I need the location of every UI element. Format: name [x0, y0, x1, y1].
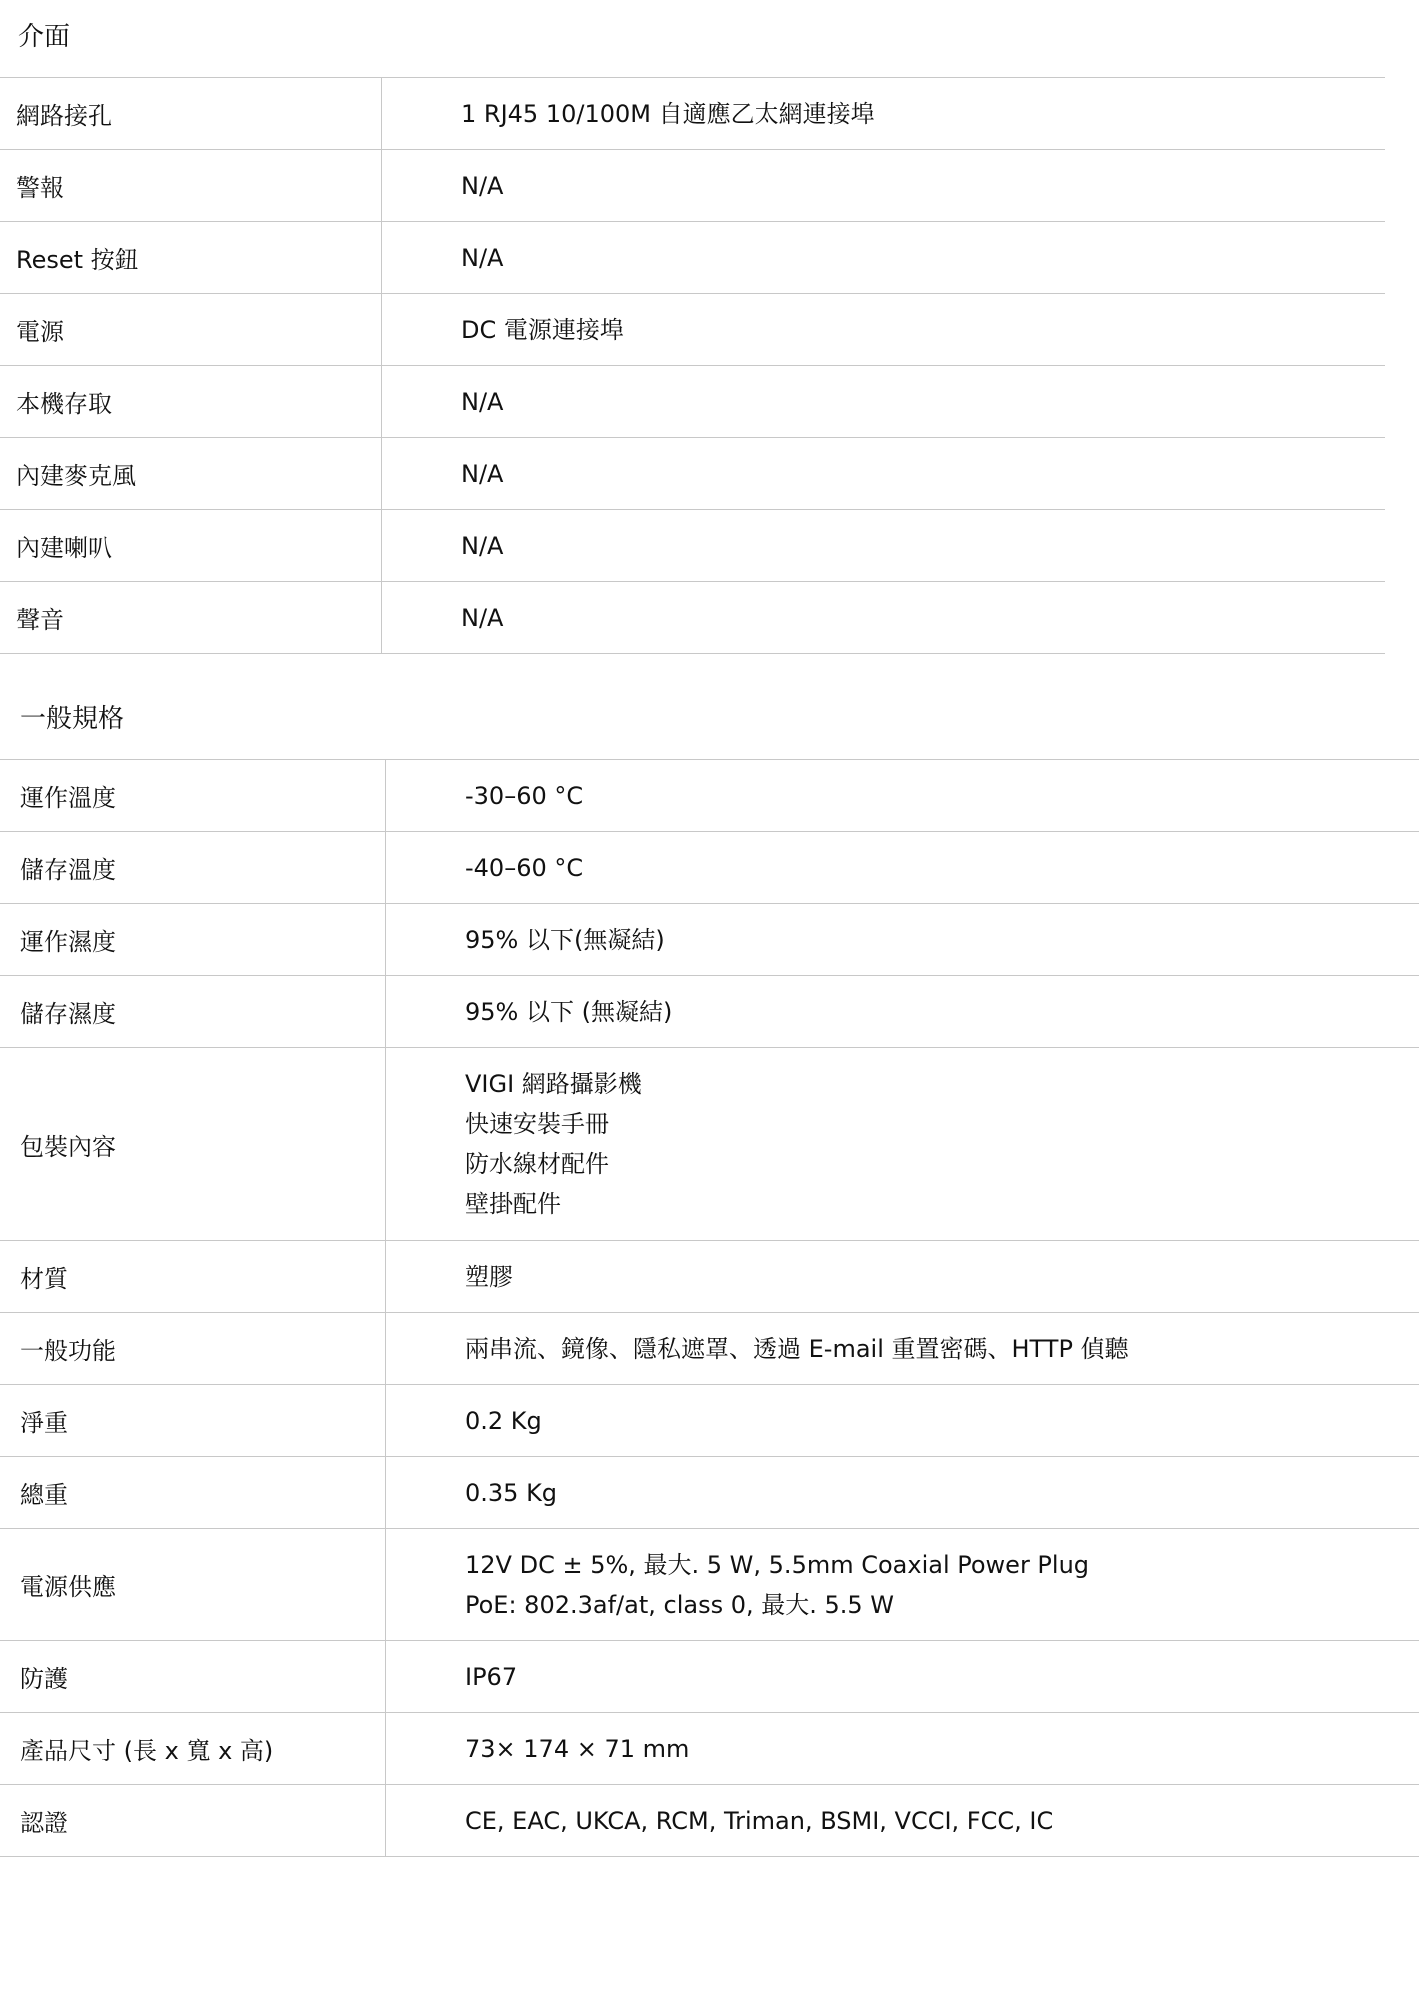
spec-value-line: -40–60 °C [465, 853, 584, 882]
spec-row [0, 1385, 1419, 1457]
spec-value-line: 快速安裝手冊 [465, 1110, 609, 1138]
spec-value [382, 294, 1386, 366]
spec-value [386, 1641, 1419, 1713]
spec-row [0, 78, 1385, 150]
spec-label: 認證 [0, 1785, 386, 1857]
spec-value [386, 904, 1419, 976]
spec-value [382, 438, 1386, 510]
spec-row [0, 366, 1385, 438]
spec-value [386, 760, 1419, 832]
spec-value [386, 1241, 1419, 1313]
spec-value [382, 78, 1386, 150]
spec-value-line: IP67 [465, 1662, 518, 1691]
spec-label: 總重 [0, 1457, 386, 1529]
spec-value-line: N/A [461, 459, 504, 488]
spec-label: 運作濕度 [0, 904, 386, 976]
spec-row [0, 1457, 1419, 1529]
spec-value-line: 95% 以下(無凝結) [465, 925, 665, 954]
spec-label: 淨重 [0, 1385, 386, 1457]
interface-section-title: 介面 [18, 22, 71, 52]
spec-label: 電源 [0, 294, 382, 366]
spec-value [386, 1713, 1419, 1785]
spec-row [0, 1048, 1419, 1241]
spec-value-line: 12V DC ± 5%, 最大. 5 W, 5.5mm Coaxial Power Plug [465, 1550, 1090, 1579]
spec-value-line: DC 電源連接埠 [461, 315, 624, 344]
spec-value [386, 1048, 1419, 1241]
spec-value [386, 1529, 1419, 1641]
spec-row [0, 832, 1419, 904]
spec-label: 儲存濕度 [0, 976, 386, 1048]
spec-row [0, 1313, 1419, 1385]
spec-row [0, 904, 1419, 976]
spec-value-line: 壁掛配件 [465, 1190, 561, 1218]
spec-label: 本機存取 [0, 366, 382, 438]
spec-label: 電源供應 [0, 1529, 386, 1641]
spec-label: 運作溫度 [0, 760, 386, 832]
spec-row [0, 1785, 1419, 1857]
spec-row [0, 1529, 1419, 1641]
spec-label: 材質 [0, 1241, 386, 1313]
spec-value-line: 0.2 Kg [465, 1406, 542, 1435]
spec-value-line: N/A [461, 387, 504, 416]
spec-value-line: 防水線材配件 [465, 1150, 609, 1178]
spec-label: 警報 [0, 150, 382, 222]
spec-value-line: CE, EAC, UKCA, RCM, Triman, BSMI, VCCI, FCC, IC [465, 1806, 1054, 1835]
spec-value [386, 1313, 1419, 1385]
spec-value-line: N/A [461, 603, 504, 632]
spec-value-line: 塑膠 [465, 1262, 513, 1291]
spec-value-line: 0.35 Kg [465, 1478, 558, 1507]
spec-value [386, 1385, 1419, 1457]
spec-value-line: 95% 以下 (無凝結) [465, 997, 673, 1026]
spec-value-line: -30–60 °C [465, 781, 584, 810]
spec-value-line: VIGI 網路攝影機 [465, 1070, 642, 1098]
spec-label: 聲音 [0, 582, 382, 654]
spec-row [0, 294, 1385, 366]
spec-label: 內建麥克風 [0, 438, 382, 510]
spec-row [0, 438, 1385, 510]
spec-label: 網路接孔 [0, 78, 382, 150]
spec-label: 防護 [0, 1641, 386, 1713]
spec-label: 包裝內容 [0, 1048, 386, 1241]
spec-value-line: N/A [461, 171, 504, 200]
spec-value [382, 366, 1386, 438]
spec-label: 儲存溫度 [0, 832, 386, 904]
spec-value-line: 73× 174 × 71 mm [465, 1734, 690, 1763]
spec-value-line: N/A [461, 243, 504, 272]
spec-row [0, 510, 1385, 582]
spec-value [382, 510, 1386, 582]
spec-label: Reset 按鈕 [0, 222, 382, 294]
general-section-title: 一般規格 [20, 704, 125, 734]
spec-row [0, 1241, 1419, 1313]
spec-value-line: 兩串流、鏡像、隱私遮罩、透過 E-mail 重置密碼、HTTP 偵聽 [465, 1334, 1129, 1363]
spec-row [0, 976, 1419, 1048]
spec-value [386, 1785, 1419, 1857]
general-spec-table [0, 759, 1419, 1857]
spec-value [386, 976, 1419, 1048]
spec-label: 內建喇叭 [0, 510, 382, 582]
spec-row [0, 150, 1385, 222]
spec-label: 一般功能 [0, 1313, 386, 1385]
spec-value [386, 832, 1419, 904]
spec-value-line: PoE: 802.3af/at, class 0, 最大. 5.5 W [465, 1590, 895, 1619]
spec-value [386, 1457, 1419, 1529]
spec-row [0, 1713, 1419, 1785]
interface-spec-table [0, 77, 1385, 654]
spec-value [382, 222, 1386, 294]
spec-row [0, 760, 1419, 832]
spec-label: 產品尺寸 (長 x 寬 x 高) [0, 1713, 386, 1785]
spec-row [0, 582, 1385, 654]
spec-value-line: 1 RJ45 10/100M 自適應乙太網連接埠 [461, 99, 875, 128]
spec-row [0, 222, 1385, 294]
spec-value [382, 582, 1386, 654]
spec-row [0, 1641, 1419, 1713]
spec-value-line: N/A [461, 531, 504, 560]
spec-value [382, 150, 1386, 222]
